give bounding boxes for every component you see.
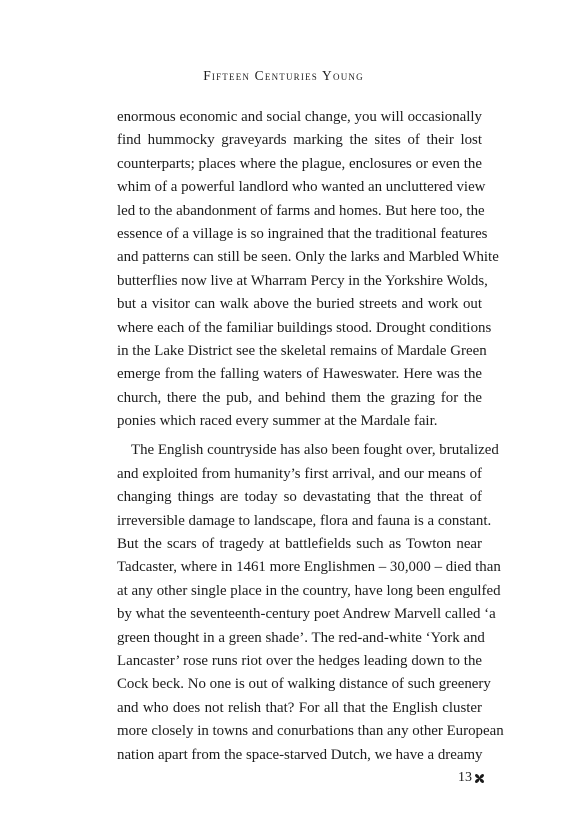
text-line: and who does not relish that? For all that the English cluster [117,699,482,716]
text-line: Tadcaster, where in 1461 more Englishmen – 30,000 – died than [117,559,501,576]
text-line: whim of a powerful landlord who wanted an uncluttered view [117,179,486,196]
fleuron-icon [474,773,485,784]
text-line: nation apart from the space-starved Dutch, we have a dreamy [117,746,483,763]
text-line: ponies which raced every summer at the Mardale fair. [117,413,438,430]
body-text [117,106,504,767]
text-line: counterparts; places where the plague, enclosures or even the [117,155,482,172]
text-line: The English countryside has also been fought over, brutalized [131,442,499,459]
text-line: and patterns can still be seen. Only the larks and Marbled White [117,249,499,266]
text-line: Cock beck. No one is out of walking distance of such greenery [117,676,491,693]
text-line: led to the abandonment of farms and homes. But here too, the [117,202,485,219]
text-line: more closely in towns and conurbations than any other European [117,723,504,740]
text-line: green thought in a green shade’. The red-and-white ‘York and [117,629,485,646]
text-line: find hummocky graveyards marking the sites of their lost [117,132,482,149]
text-line: but a visitor can walk above the buried streets and work out [117,296,482,313]
text-line: and exploited from humanity’s first arrival, and our means of [117,465,482,482]
page-number: 13 [458,770,472,785]
text-line: by what the seventeenth-century poet Andrew Marvell called ‘a [117,606,496,623]
text-line: essence of a village is so ingrained that the traditional features [117,225,488,242]
text-line: changing things are today so devastating that the threat of [117,489,482,506]
folio [458,770,485,786]
text-line: irreversible damage to landscape, flora and fauna is a constant. [117,512,492,529]
text-line: enormous economic and social change, you will occasionally [117,109,482,125]
text-line: at any other single place in the country, have long been engulfed [117,582,501,599]
text-line: emerge from the falling waters of Haweswater. Here was the [117,366,482,383]
running-head: Fifteen Centuries Young [203,68,364,83]
text-line: church, there the pub, and behind them the grazing for the [117,389,482,406]
paragraph-1 [117,106,499,433]
paragraph-2 [117,439,504,766]
text-line: But the scars of tragedy at battlefields such as Towton near [117,536,482,553]
text-line: in the Lake District see the skeletal remains of Mardale Green [117,342,487,359]
text-line: where each of the familiar buildings stood. Drought conditions [117,319,492,336]
text-line: butterflies now live at Wharram Percy in the Yorkshire Wolds, [117,272,488,289]
text-line: Lancaster’ rose runs riot over the hedges leading down to the [117,652,482,669]
